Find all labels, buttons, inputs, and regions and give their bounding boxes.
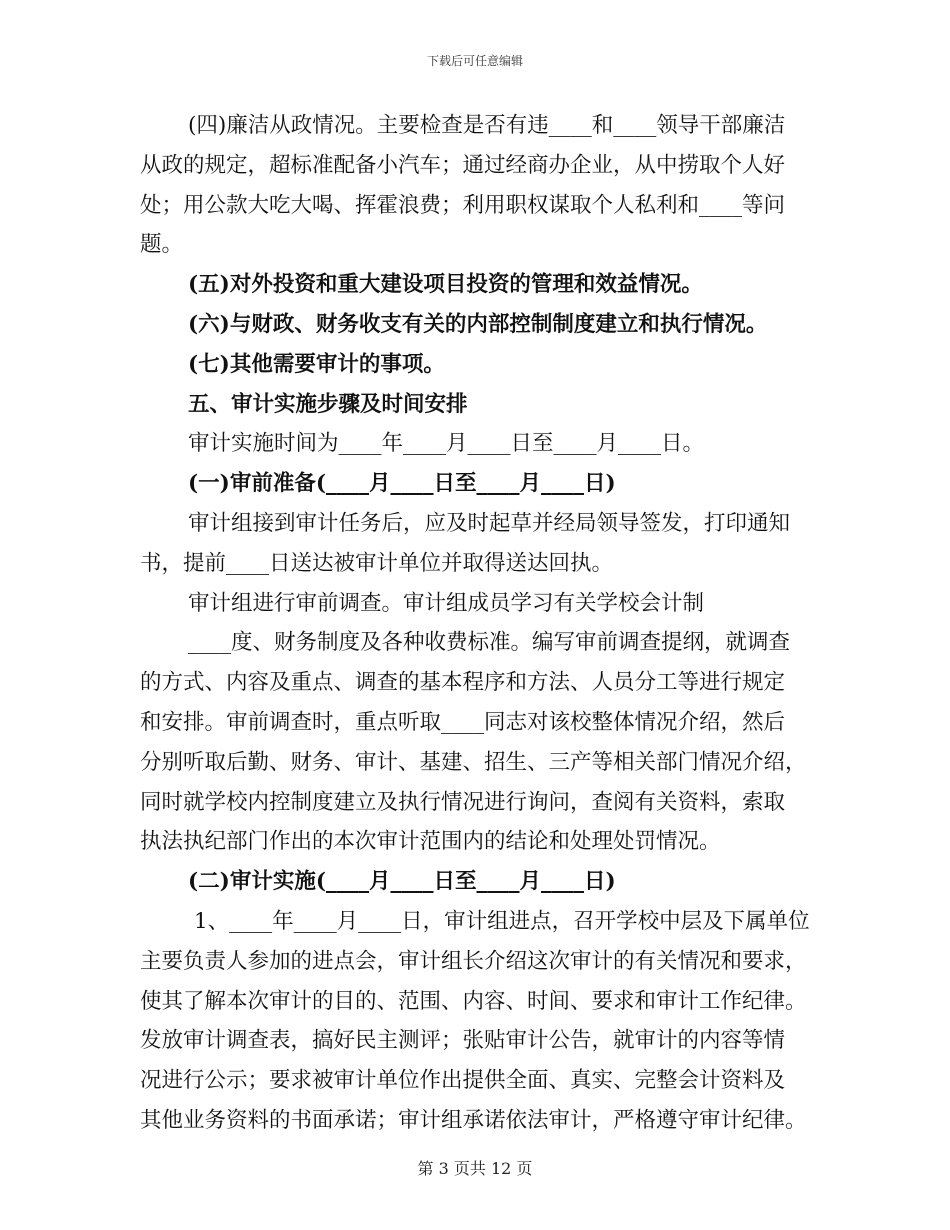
section-heading: (二)审计实施(____月____日至____月____日) [188,869,616,894]
section-heading: 五、审计实施步骤及时间安排 [188,392,468,417]
text-line: 书，提前____日送达被审计单位并取得送达回执。 [140,551,614,576]
text-line: 审计实施时间为____年____月____日至____月____日。 [188,431,705,456]
text-line: 主要负责人参加的进点会，审计组长介绍这次审计的有关情况和要求， [140,949,807,974]
text-line: 处；用公款大吃大喝、挥霍浪费；利用职权谋取个人私利和____等问 [140,193,786,218]
text-line: 的方式、内容及重点、调查的基本程序和方法、人员分工等进行规定 [140,670,786,695]
text-line: 分别听取后勤、财务、审计、基建、招生、三产等相关部门情况介绍， [140,750,807,775]
section-heading: (六)与财政、财务收支有关的内部控制制度建立和执行情况。 [188,312,768,337]
page-footer: 第 3 页共 12 页 [417,1159,533,1178]
text-line: 题。 [140,232,184,257]
section-heading: (七)其他需要审计的事项。 [188,352,445,377]
text-line: 从政的规定，超标准配备小汽车；通过经商办企业，从中捞取个人好 [140,153,786,178]
section-heading: (一)审前准备(____月____日至____月____日) [188,471,616,496]
page-header: 下载后可任意编辑 [426,54,523,68]
text-line: 1、____年____月____日，审计组进点，召开学校中层及下属单位 [194,909,810,934]
text-line: 和安排。审前调查时，重点听取____同志对该校整体情况介绍，然后 [140,710,786,735]
text-line: 其他业务资料的书面承诺；审计组承诺依法审计，严格遵守审计纪律。 [140,1108,807,1133]
text-line: 使其了解本次审计的目的、范围、内容、时间、要求和审计工作纪律。 [140,989,807,1014]
text-line: 执法执纪部门作出的本次审计范围内的结论和处理处罚情况。 [140,829,721,854]
section-heading: (五)对外投资和重大建设项目投资的管理和效益情况。 [188,272,703,297]
text-line: 审计组进行审前调查。审计组成员学习有关学校会计制 [188,591,705,616]
text-line: 况进行公示；要求被审计单位作出提供全面、真实、完整会计资料及 [140,1068,786,1093]
text-line: (四)廉洁从政情况。主要检查是否有违____和____领导干部廉洁 [188,113,786,138]
text-line: 审计组接到审计任务后，应及时起草并经局领导签发，打印通知 [188,511,791,536]
text-line: 发放审计调查表，搞好民主测评；张贴审计公告，就审计的内容等情 [140,1028,786,1053]
text-line: 同时就学校内控制度建立及执行情况进行询问，查阅有关资料，索取 [140,790,786,815]
text-line: ____度、财务制度及各种收费标准。编写审前调查提纲，就调查 [188,630,791,655]
